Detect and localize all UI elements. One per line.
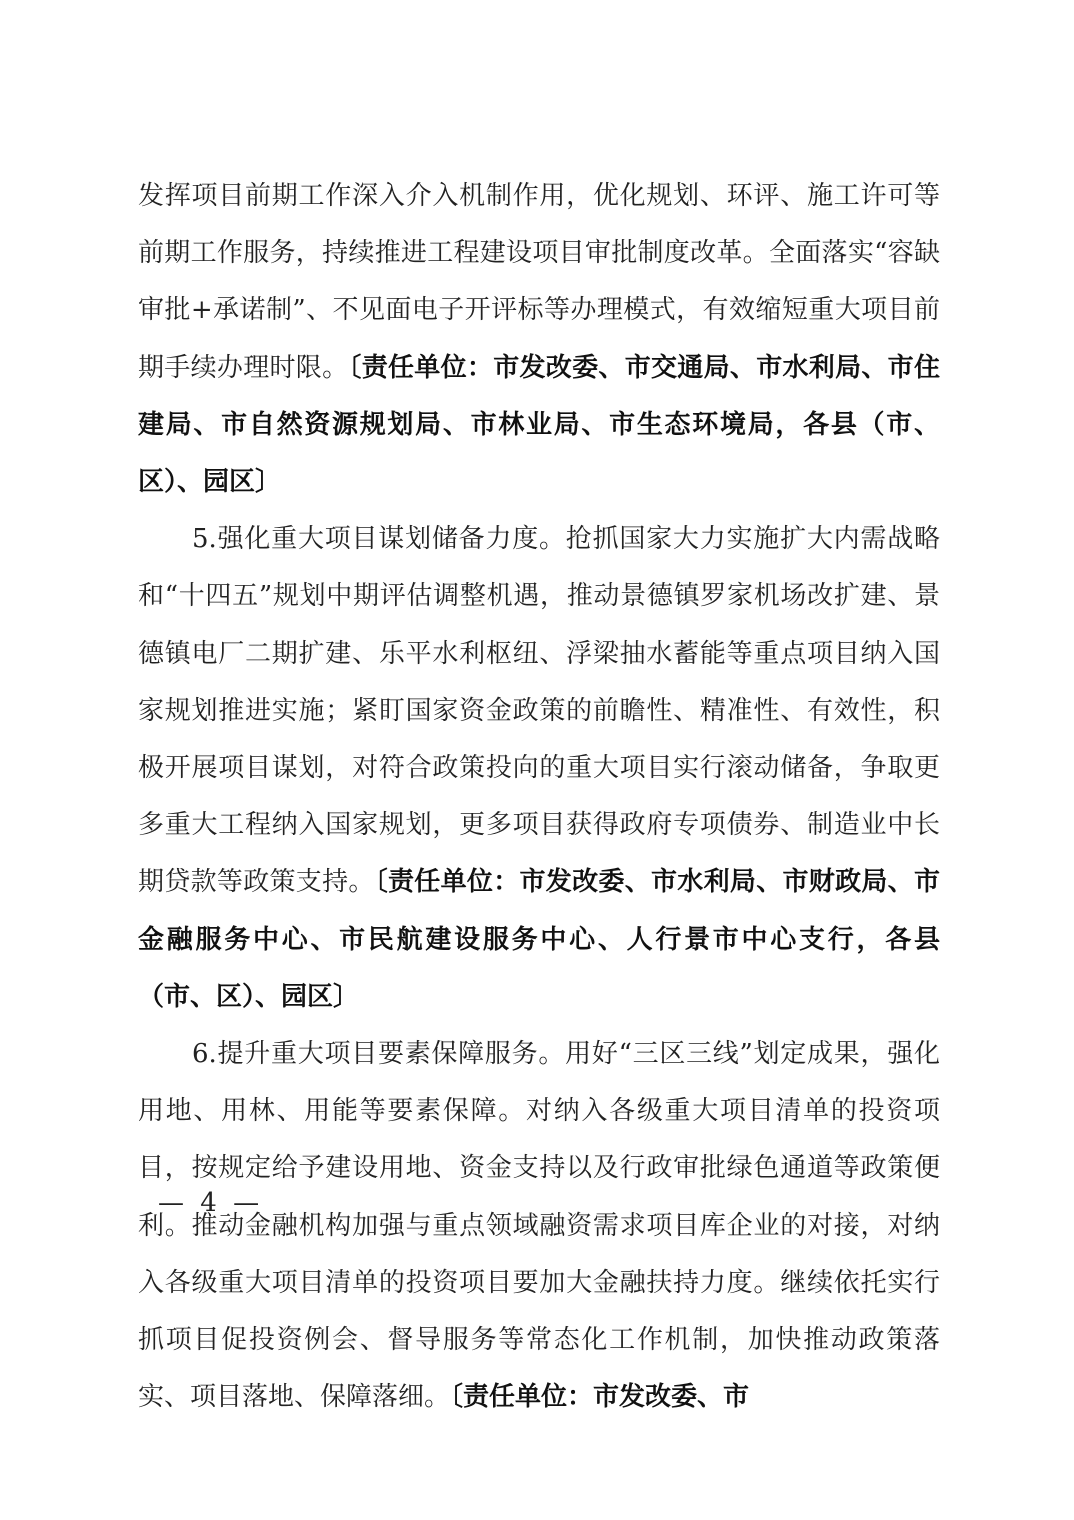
responsibility-units: 〔责任单位：市发改委、市 xyxy=(450,1382,750,1413)
paragraph-3 xyxy=(138,1026,940,1426)
paragraph-text: 发挥项目前期工作深入介入机制作用，优化规划、环评、施工许可等前期工作服务，持续推进工程建设项目审批制度改革。全面落实“容缺审批+承诺制”、不见面电子开评标等办理模式，有效缩短重大项目前期手续办理时限。 xyxy=(138,181,940,383)
paragraph-2 xyxy=(138,511,940,1026)
responsibility-units: 〔责任单位：市发改委、市交通局、市水利局、市住建局、市自然资源规划局、市林业局、市生态环境局，各县（市、区）、园区〕 xyxy=(138,352,940,498)
body-text xyxy=(138,168,940,1426)
paragraph-text: 6.提升重大项目要素保障服务。用好“三区三线”划定成果，强化用地、用林、用能等要素保障。对纳入各级重大项目清单的投资项目，按规定给予建设用地、资金支持以及行政审批绿色通道等政策便利。推动金融机构加强与重点领域融资需求项目库企业的对接，对纳入各级重大项目清单的投资项目要加大金融扶持力度。继续依托实行抓项目促投资例会、督导服务等常态化工作机制，加快推动政策落实、项目落地、保障落细。 xyxy=(138,1039,940,1413)
paragraph-1 xyxy=(138,168,940,511)
page-number: — 4 — xyxy=(158,1188,264,1218)
paragraph-text: 5.强化重大项目谋划储备力度。抢抓国家大力实施扩大内需战略和“十四五”规划中期评估调整机遇，推动景德镇罗家机场改扩建、景德镇电厂二期扩建、乐平水利枢纽、浮梁抽水蓄能等重点项目纳入国家规划推进实施；紧盯国家资金政策的前瞻性、精准性、有效性，积极开展项目谋划，对符合政策投向的重大项目实行滚动储备，争取更多重大工程纳入国家规划，更多项目获得政府专项债券、制造业中长期贷款等政策支持。 xyxy=(138,524,940,898)
responsibility-units: 〔责任单位：市发改委、市水利局、市财政局、市金融服务中心、市民航建设服务中心、人行景市中心支行，各县（市、区）、园区〕 xyxy=(138,867,940,1012)
